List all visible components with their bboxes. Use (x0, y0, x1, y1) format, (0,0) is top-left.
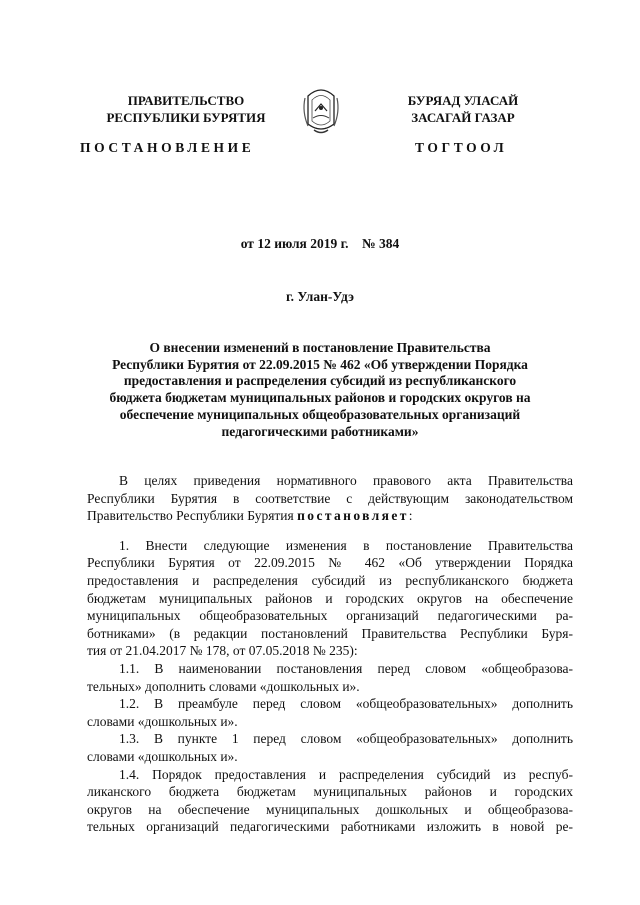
issuer-ru-line-2: РЕСПУБЛИКИ БУРЯТИЯ (106, 110, 266, 125)
title-line: предоставления и распределения субсидий из республиканского (123, 373, 517, 389)
body-line: словами «дошкольных и». (87, 713, 238, 729)
body-line: В целях приведения нормативного правового акта Правительства (119, 473, 573, 488)
body-line: тия от 21.04.2017 № 178, от 07.05.2018 № 235): (87, 643, 358, 659)
decree-title (80, 340, 560, 440)
item-1-2 (87, 695, 573, 730)
item-1-1 (87, 660, 573, 695)
title-line: обеспечение муниципальных общеобразовательных организаций (119, 406, 521, 422)
body-line: тельных» дополнить словами «дошкольных и». (87, 678, 360, 694)
decree-word: постановляет (297, 508, 409, 524)
body-line: Республики Бурятия от 22.09.2015 № 462 «Об утверждении Порядка (87, 555, 573, 571)
item-1 (87, 537, 573, 660)
body-line: предоставления и распределения субсидий из республиканского бюджета (87, 572, 573, 588)
preamble (87, 472, 573, 525)
preamble-suffix: : (408, 508, 413, 524)
doc-type-ru: ПОСТАНОВЛЕНИЕ (80, 140, 255, 155)
body-line: 1.1. В наименовании постановления перед словом «общеобразова- (119, 660, 573, 676)
paragraph-gap (87, 525, 573, 537)
title-line: педагогическими работниками» (221, 423, 419, 439)
body-line: ликанского бюджета бюджетам муниципальных районов и городских (87, 784, 573, 800)
issuer-ru-line-1: ПРАВИТЕЛЬСТВО (127, 93, 245, 108)
body-line: округов на обеспечение муниципальных дошкольных и общеобразова- (87, 801, 573, 817)
issuer-bua (388, 92, 538, 126)
date-number: от 12 июля 2019 г. № 384 (240, 236, 400, 251)
body-line (87, 507, 573, 525)
body-line: муниципальных общеобразовательных организаций педагогическими ра- (87, 608, 573, 624)
issuer-bua-line-1: БУРЯАД УЛАСАЙ (407, 93, 519, 108)
body-line: словами «дошкольных и». (87, 748, 238, 764)
title-line: Республики Бурятия от 22.09.2015 № 462 «Об утверждении Порядка (112, 356, 528, 372)
body-line: 1. Внести следующие изменения в постановление Правительства (119, 537, 573, 553)
document-body (87, 472, 573, 836)
title-line: О внесении изменений в постановление Правительства (149, 340, 491, 355)
body-line: 1.4. Порядок предоставления и распределения субсидий из респуб- (119, 766, 573, 782)
item-1-3 (87, 730, 573, 765)
city: г. Улан-Удэ (286, 289, 354, 304)
body-line: тельных организаций педагогическими работниками изложить в новой ре- (87, 819, 573, 835)
body-line: Республики Бурятия в соответствие с действующим законодательством (87, 490, 573, 506)
issuer-bua-line-2: ЗАСАГАЙ ГАЗАР (411, 110, 515, 125)
title-line: бюджета бюджетам муниципальных районов и городских округов на (109, 390, 531, 406)
issuer-ru (100, 92, 272, 126)
body-line: 1.3. В пункте 1 перед словом «общеобразовательных» дополнить (119, 731, 573, 747)
body-line: ботниками» (в редакции постановлений Правительства Республики Буря- (87, 625, 573, 641)
coat-of-arms-icon (300, 84, 342, 136)
doc-type-bua: ТОГТООЛ (415, 140, 508, 155)
item-1-4 (87, 766, 573, 836)
preamble-prefix: Правительство Республики Бурятия (87, 508, 298, 524)
body-line: бюджетам муниципальных районов и городских округов на обеспечение (87, 590, 573, 606)
body-line: 1.2. В преамбуле перед словом «общеобразовательных» дополнить (119, 696, 573, 712)
